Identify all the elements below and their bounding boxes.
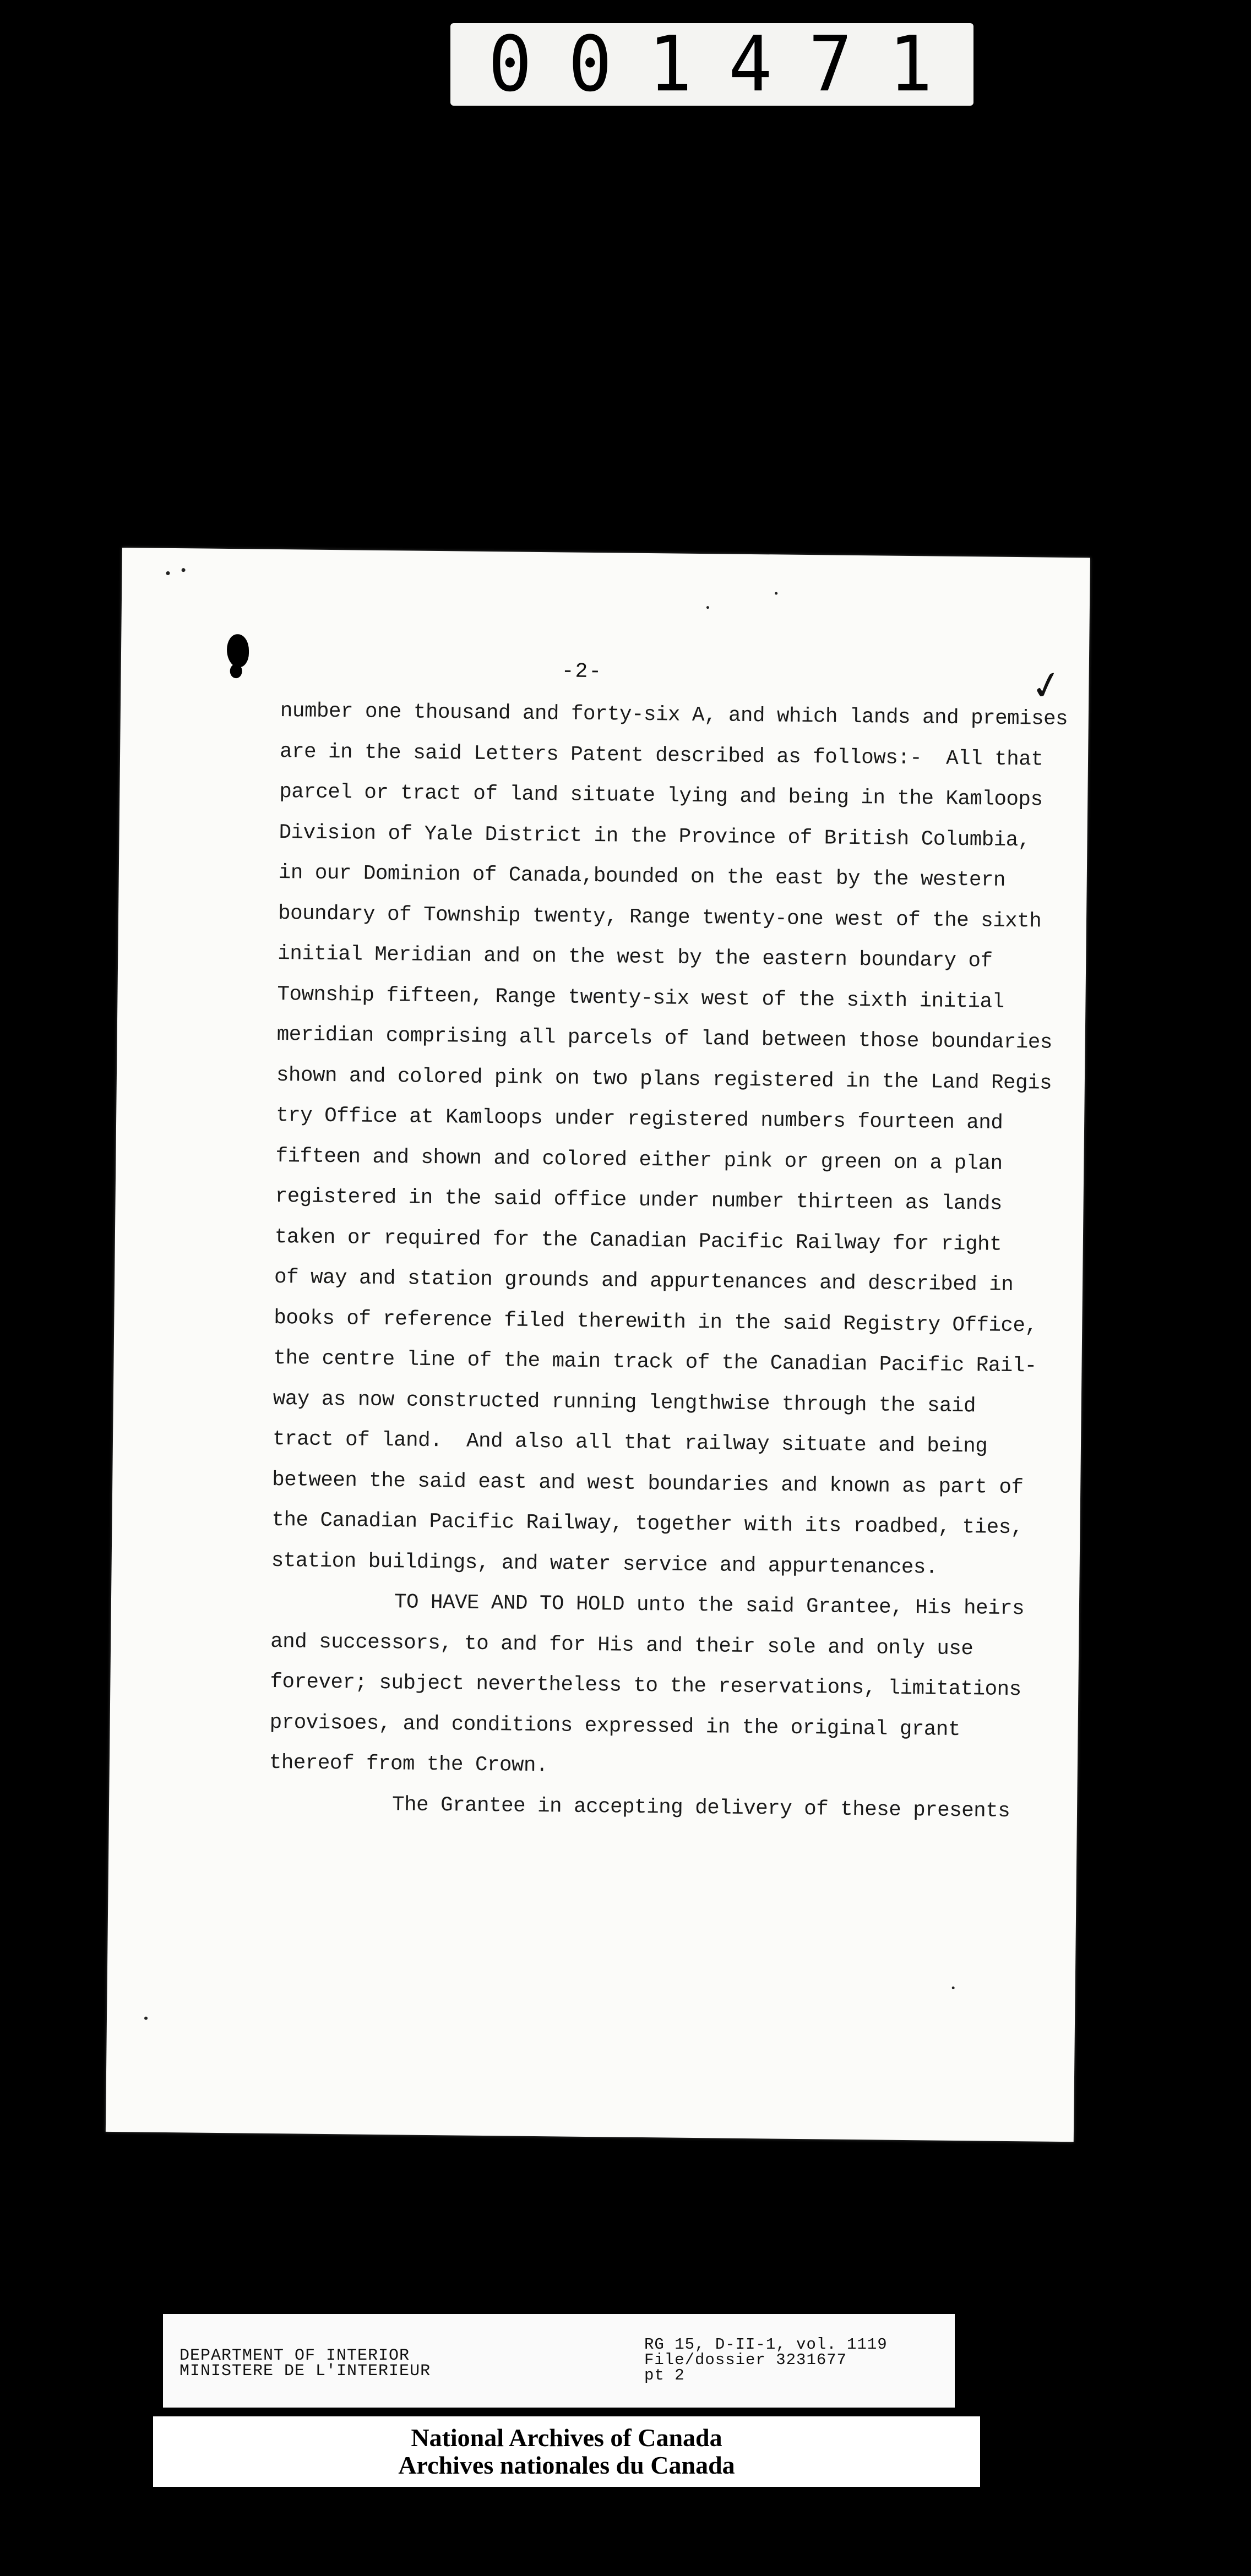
document-number-stamp [450,20,973,109]
check-mark-icon: ✓ [1026,660,1067,711]
text-line: shown and colored pink on two plans registered in the Land Regis [276,1063,1052,1095]
text-line: Division of Yale District in the Province of British Columbia, [279,821,1030,852]
department-name [180,2348,431,2379]
archive-reference [644,2337,888,2383]
text-line: Township fifteen, Range twenty-six west of the sixth initial [277,983,1004,1014]
text-line: and successors, to and for His and their sole and only use [270,1630,973,1661]
dust-speck-icon [144,2017,148,2020]
file-number: File/dossier 3231677 [644,2351,847,2369]
department-name-fr: MINISTERE DE L'INTERIEUR [180,2362,431,2381]
text-line: between the said east and west boundaries and known as part of [272,1468,1024,1499]
text-line: provisoes, and conditions expressed in the original grant [269,1711,961,1742]
paragraph-start-line: TO HAVE AND TO HOLD unto the said Grantee, His heirs [394,1591,1025,1621]
text-line: try Office at Kamloops under registered numbers fourteen and [275,1104,1003,1135]
dust-speck-icon [952,1986,955,1989]
text-line: boundary of Township twenty, Range twenty-one west of the sixth [278,902,1042,934]
document-number: 001471 [488,20,969,109]
department-name-en: DEPARTMENT OF INTERIOR [180,2346,410,2365]
text-line: meridian comprising all parcels of land between those boundaries [276,1023,1053,1055]
text-line: books of reference filed therewith in the said Registry Office, [274,1306,1037,1338]
text-line: are in the said Letters Patent described as follows:- All that [279,740,1043,772]
text-line: parcel or tract of land situate lying and being in the Kamloops [279,781,1043,812]
text-line: of way and station grounds and appurtenances and described in [274,1265,1014,1297]
archives-name-fr: Archives nationales du Canada [398,2451,735,2479]
document-body [269,691,1106,1833]
text-line: the Canadian Pacific Railway, together with its roadbed, ties, [271,1508,1023,1540]
dust-speck-icon [166,571,170,575]
text-line: number one thousand and forty-six A, and which lands and premises [280,700,1068,731]
dust-speck-icon [706,606,709,609]
text-line: taken or required for the Canadian Pacific Railway for right [274,1225,1002,1257]
national-archives-banner [153,2416,980,2487]
punch-hole-icon [227,634,249,667]
text-line: forever; subject nevertheless to the reservations, limitations [270,1670,1021,1702]
paper-sheet [106,548,1090,2142]
archive-reference-label [163,2314,955,2408]
paragraph-start-line: The Grantee in accepting delivery of these presents [391,1793,1010,1823]
text-line: initial Meridian and on the west by the eastern boundary of [278,942,993,973]
text-line: thereof from the Crown. [269,1751,548,1778]
part-number: pt 2 [644,2366,685,2384]
text-line: the centre line of the main track of the Canadian Pacific Rail- [273,1346,1037,1378]
text-line: station buildings, and water service and appurtenances. [271,1549,938,1580]
archives-name-en: National Archives of Canada [411,2424,722,2452]
dust-speck-icon [182,568,186,572]
dust-speck-icon [775,592,777,594]
text-line: registered in the said office under number thirteen as lands [275,1185,1003,1216]
text-line: in our Dominion of Canada,bounded on the east by the western [278,861,1006,892]
text-line: way as now constructed running lengthwise through the said [273,1387,976,1418]
text-line: fifteen and shown and colored either pink or green on a plan [275,1144,1003,1176]
page-number: -2- [561,659,603,684]
text-line: tract of land. And also all that railway situate and being [272,1427,988,1459]
record-group-reference: RG 15, D-II-1, vol. 1119 [644,2335,888,2354]
